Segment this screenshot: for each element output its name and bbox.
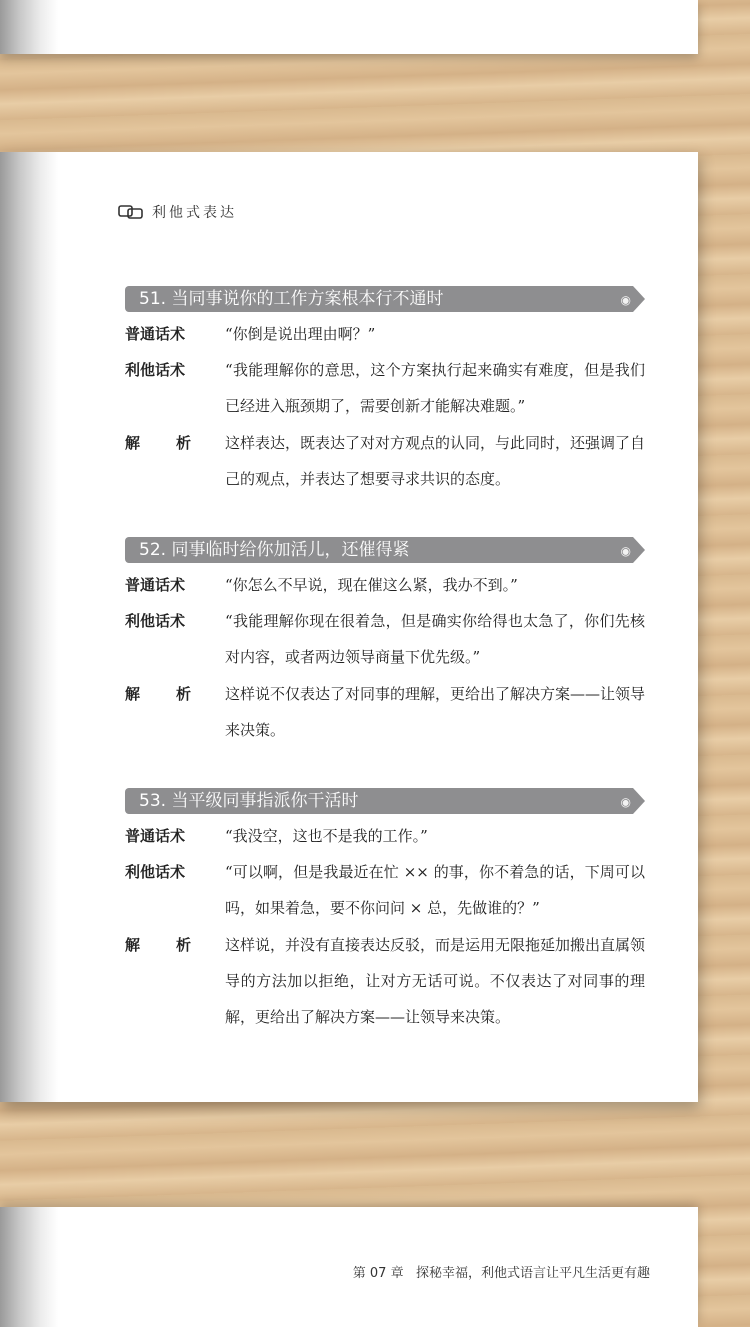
normal-phrase-label: 普通话术 bbox=[125, 325, 186, 343]
analysis-label bbox=[125, 425, 191, 497]
analysis-label-char: 解 bbox=[125, 685, 141, 703]
previous-page bbox=[0, 0, 698, 54]
normal-phrase-row bbox=[125, 567, 645, 603]
analysis-label bbox=[125, 927, 191, 1035]
altruistic-phrase-text: “我能理解你现在很着急，但是确实你给得也太急了，你们先核对内容，或者两边领导商量下优先级。” bbox=[225, 612, 645, 666]
altruistic-phrase-text: “我能理解你的意思，这个方案执行起来确实有难度，但是我们已经进入瓶颈期了，需要创新才能解决难题。” bbox=[225, 361, 645, 415]
section-title-51 bbox=[125, 286, 633, 312]
analysis-row bbox=[125, 927, 645, 1035]
chapter-number: 第 07 章 bbox=[352, 1266, 404, 1281]
altruistic-phrase-row bbox=[125, 854, 645, 926]
normal-phrase-text: “我没空，这也不是我的工作。” bbox=[225, 827, 428, 845]
signal-icon: ◉ bbox=[620, 544, 631, 558]
normal-phrase-text: “你倒是说出理由啊？” bbox=[225, 325, 376, 343]
section-title-text: 51. 当同事说你的工作方案根本行不通时 bbox=[139, 289, 444, 309]
normal-phrase-label: 普通话术 bbox=[125, 576, 186, 594]
altruistic-phrase-row bbox=[125, 603, 645, 675]
section-title-53 bbox=[125, 788, 633, 814]
section-title-text: 53. 当平级同事指派你干活时 bbox=[139, 791, 359, 811]
chapter-title: 探秘幸福，利他式语言让平凡生活更有趣 bbox=[415, 1266, 650, 1281]
signal-icon: ◉ bbox=[620, 293, 631, 307]
page-curl bbox=[0, 0, 58, 54]
book-title: 利他式表达 bbox=[152, 205, 237, 221]
analysis-text: 这样说，并没有直接表达反驳，而是运用无限拖延加搬出直属领导的方法加以拒绝，让对方无话可说。不仅表达了对同事的理解，更给出了解决方案——让领导来决策。 bbox=[225, 936, 646, 1026]
altruistic-phrase-text: “可以啊，但是我最近在忙 ×× 的事，你不着急的话，下周可以吗，如果着急，要不你问问 × 总，先做谁的？” bbox=[225, 863, 645, 917]
analysis-text: 这样表达，既表达了对对方观点的认同，与此同时，还强调了自己的观点，并表达了想要寻求共识的态度。 bbox=[225, 434, 646, 488]
running-footer bbox=[353, 1262, 650, 1281]
altruistic-phrase-label: 利他话术 bbox=[125, 612, 186, 630]
analysis-text: 这样说不仅表达了对同事的理解，更给出了解决方案——让领导来决策。 bbox=[225, 685, 646, 739]
altruistic-phrase-label: 利他话术 bbox=[125, 863, 186, 881]
analysis-label-char: 析 bbox=[175, 936, 191, 954]
page-curl bbox=[0, 152, 58, 1102]
normal-phrase-row bbox=[125, 818, 645, 854]
analysis-row bbox=[125, 676, 645, 748]
normal-phrase-row bbox=[125, 316, 645, 352]
section-title-text: 52. 同事临时给你加活儿，还催得紧 bbox=[139, 540, 410, 560]
section-title-52 bbox=[125, 537, 633, 563]
altruistic-phrase-row bbox=[125, 352, 645, 424]
analysis-label-char: 析 bbox=[175, 434, 191, 452]
analysis-label-char: 解 bbox=[125, 936, 141, 954]
signal-icon: ◉ bbox=[620, 795, 631, 809]
analysis-label-char: 解 bbox=[125, 434, 141, 452]
altruistic-phrase-label: 利他话术 bbox=[125, 361, 186, 379]
running-header bbox=[118, 202, 237, 222]
normal-phrase-text: “你怎么不早说，现在催这么紧，我办不到。” bbox=[225, 576, 518, 594]
page-curl bbox=[0, 1207, 58, 1327]
normal-phrase-label: 普通话术 bbox=[125, 827, 186, 845]
analysis-row bbox=[125, 425, 645, 497]
analysis-label-char: 析 bbox=[175, 685, 191, 703]
speech-bubbles-icon bbox=[118, 205, 144, 219]
analysis-label bbox=[125, 676, 191, 748]
